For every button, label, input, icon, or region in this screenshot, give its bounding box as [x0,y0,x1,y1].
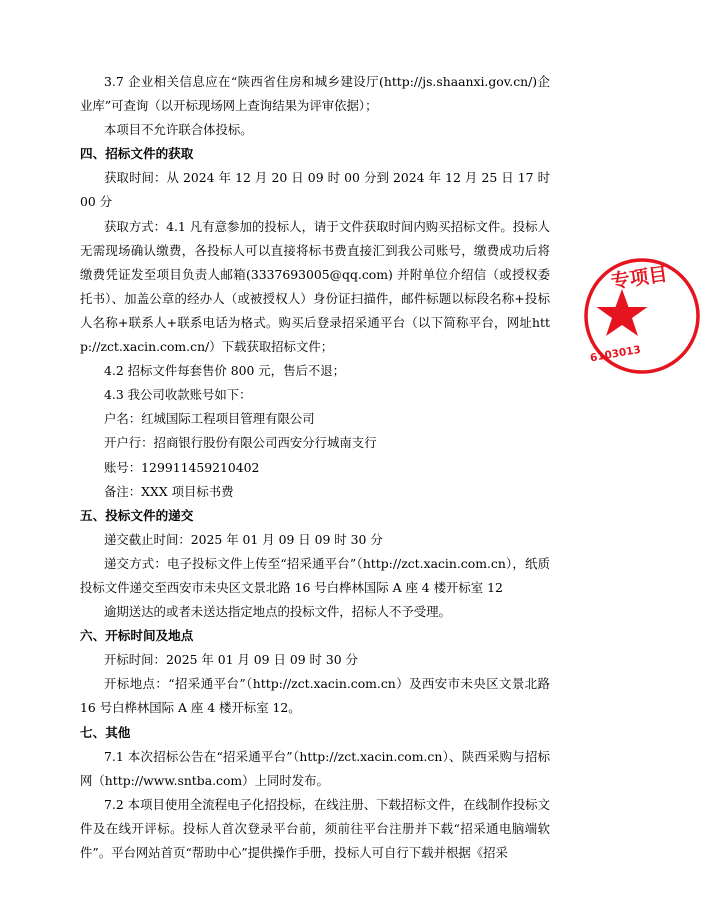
stamp-top-text: 专项目 [609,263,669,293]
payment-remark: 备注：XXX 项目标书费 [104,483,234,499]
section-6-heading: 六、开标时间及地点 [80,628,194,644]
star-icon [597,289,648,336]
item-3-7: 3.7 企业相关信息应在“陕西省住房和城乡建设厅(http://js.shaanxi.gov.cn/)企业库”可查询（以开标现场网上查询结果为评审依据）； [80,74,550,114]
bank-name: 开户行：招商银行股份有限公司西安分行城南支行 [104,435,377,451]
no-consortium-note: 本项目不允许联合体投标。 [104,122,253,138]
account-intro: 4.3 我公司收款账号如下： [104,387,252,403]
submission-deadline: 递交截止时间：2025 年 01 月 09 日 09 时 30 分 [104,531,383,547]
submission-method: 递交方式：电子投标文件上传至“招采通平台”（http://zct.xacin.com.cn），纸质投标文件递交至西安市未央区文景北路 16 号白桦林国际 A 座 4 楼开标室 12 [80,555,550,595]
late-submission-note: 逾期送达的或者未送达指定地点的投标文件，招标人不予受理。 [104,604,451,620]
acquire-method: 获取方式：4.1 凡有意参加的投标人，请于文件获取时间内购买招标文件。投标人无需现场确认缴费，各投标人可以直接将标书费直接汇到我公司账号，缴费成功后将缴费凭证发至项目负责人邮箱(3337693005@qq.com) 并附单位介绍信（或授权委托书）、加盖公章的经办人（或被授权人）身份证扫描件，邮件标题以标段名称+投标人名称+联系人+联系电话为格式。购买后登录招采通平台（以下简称平台，网址http://zct.xacin.com.cn/）下载获取招标文件； [80,218,550,355]
item-7-2: 7.2 本项目使用全流程电子化招投标，在线注册、下载招标文件，在线制作投标文件及在线开评标。投标人首次登录平台前，须前往平台注册并下载“招采通电脑端软件”。平台网站首页“帮助中心”提供操作手册，投标人可自行下载并根据《招采 [80,796,550,860]
opening-time: 开标时间：2025 年 01 月 09 日 09 时 30 分 [104,652,358,668]
acquire-time: 获取时间：从 2024 年 12 月 20 日 09 时 00 分到 2024 年 12 月 25 日 17 时 00 分 [80,170,550,210]
section-7-heading: 七、其他 [80,724,131,740]
section-4-heading: 四、招标文件的获取 [80,146,194,162]
company-seal-stamp [582,256,702,376]
document-price: 4.2 招标文件每套售价 800 元，售后不退； [104,363,346,379]
account-number: 账号：129911459210402 [104,459,260,475]
opening-place: 开标地点：“招采通平台”（http://zct.xacin.com.cn）及西安市未央区文景北路 16 号白桦林国际 A 座 4 楼开标室 12。 [80,676,550,716]
account-name: 户名：红城国际工程项目管理有限公司 [104,411,315,427]
section-5-heading: 五、投标文件的递交 [80,507,194,523]
stamp-number-text: 6103013 [589,343,642,365]
item-7-1: 7.1 本次招标公告在“招采通平台”（http://zct.xacin.com.cn）、陕西采购与招标网（http://www.sntba.com）上同时发布。 [80,748,550,788]
document-page [80,70,550,865]
